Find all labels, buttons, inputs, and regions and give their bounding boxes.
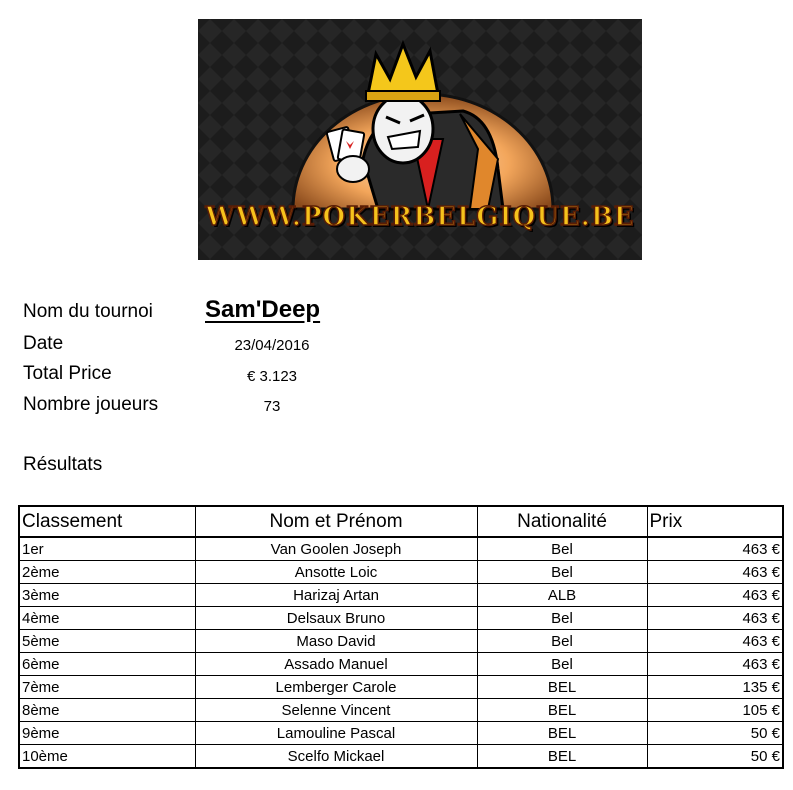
header-rank: Classement bbox=[19, 506, 195, 537]
rank-cell: 3ème bbox=[19, 584, 195, 607]
player-name-cell: Lemberger Carole bbox=[195, 676, 477, 699]
tournament-name-label: Nom du tournoi bbox=[23, 301, 153, 322]
table-row bbox=[19, 722, 783, 745]
nationality-cell: ALB bbox=[477, 584, 647, 607]
player-name-cell: Selenne Vincent bbox=[195, 699, 477, 722]
tournament-name: Sam'Deep bbox=[205, 296, 321, 323]
player-name-cell: Harizaj Artan bbox=[195, 584, 477, 607]
header-name: Nom et Prénom bbox=[195, 506, 477, 537]
player-name-cell: Lamouline Pascal bbox=[195, 722, 477, 745]
prize-cell: 50 € bbox=[647, 722, 783, 745]
table-row bbox=[19, 607, 783, 630]
prize-cell: 463 € bbox=[647, 653, 783, 676]
results-table bbox=[18, 505, 784, 769]
table-row bbox=[19, 537, 783, 561]
logo-text: WWW.POKERBELGIQUE.BE bbox=[205, 202, 635, 232]
poker-belgique-logo bbox=[198, 19, 642, 260]
table-row bbox=[19, 584, 783, 607]
total-price-value: € 3.123 bbox=[246, 368, 298, 385]
rank-cell: 8ème bbox=[19, 699, 195, 722]
player-name-cell: Delsaux Bruno bbox=[195, 607, 477, 630]
rank-cell: 9ème bbox=[19, 722, 195, 745]
date-label: Date bbox=[23, 333, 64, 354]
nationality-cell: BEL bbox=[477, 699, 647, 722]
nationality-cell: BEL bbox=[477, 676, 647, 699]
rank-cell: 6ème bbox=[19, 653, 195, 676]
player-count-value: 73 bbox=[263, 398, 281, 415]
rank-cell: 10ème bbox=[19, 745, 195, 769]
prize-cell: 135 € bbox=[647, 676, 783, 699]
nationality-cell: Bel bbox=[477, 607, 647, 630]
rank-cell: 4ème bbox=[19, 607, 195, 630]
date-value: 23/04/2016 bbox=[234, 337, 310, 354]
header-prize: Prix bbox=[647, 506, 783, 537]
prize-cell: 463 € bbox=[647, 630, 783, 653]
nationality-cell: BEL bbox=[477, 722, 647, 745]
rank-cell: 1er bbox=[19, 537, 195, 561]
rank-cell: 5ème bbox=[19, 630, 195, 653]
results-heading: Résultats bbox=[23, 454, 103, 475]
prize-cell: 463 € bbox=[647, 584, 783, 607]
player-name-cell: Scelfo Mickael bbox=[195, 745, 477, 769]
prize-cell: 463 € bbox=[647, 561, 783, 584]
player-count-label: Nombre joueurs bbox=[23, 394, 159, 415]
table-row bbox=[19, 630, 783, 653]
table-row bbox=[19, 699, 783, 722]
player-name-cell: Maso David bbox=[195, 630, 477, 653]
table-row bbox=[19, 676, 783, 699]
table-row bbox=[19, 653, 783, 676]
prize-cell: 105 € bbox=[647, 699, 783, 722]
header-nationality: Nationalité bbox=[477, 506, 647, 537]
nationality-cell: Bel bbox=[477, 630, 647, 653]
rank-cell: 2ème bbox=[19, 561, 195, 584]
total-price-label: Total Price bbox=[23, 363, 112, 384]
prize-cell: 463 € bbox=[647, 537, 783, 561]
nationality-cell: Bel bbox=[477, 561, 647, 584]
player-name-cell: Assado Manuel bbox=[195, 653, 477, 676]
prize-cell: 463 € bbox=[647, 607, 783, 630]
table-row bbox=[19, 745, 783, 769]
player-name-cell: Ansotte Loic bbox=[195, 561, 477, 584]
nationality-cell: Bel bbox=[477, 537, 647, 561]
results-header-row bbox=[19, 506, 783, 537]
rank-cell: 7ème bbox=[19, 676, 195, 699]
player-name-cell: Van Goolen Joseph bbox=[195, 537, 477, 561]
nationality-cell: BEL bbox=[477, 745, 647, 769]
prize-cell: 50 € bbox=[647, 745, 783, 769]
nationality-cell: Bel bbox=[477, 653, 647, 676]
table-row bbox=[19, 561, 783, 584]
